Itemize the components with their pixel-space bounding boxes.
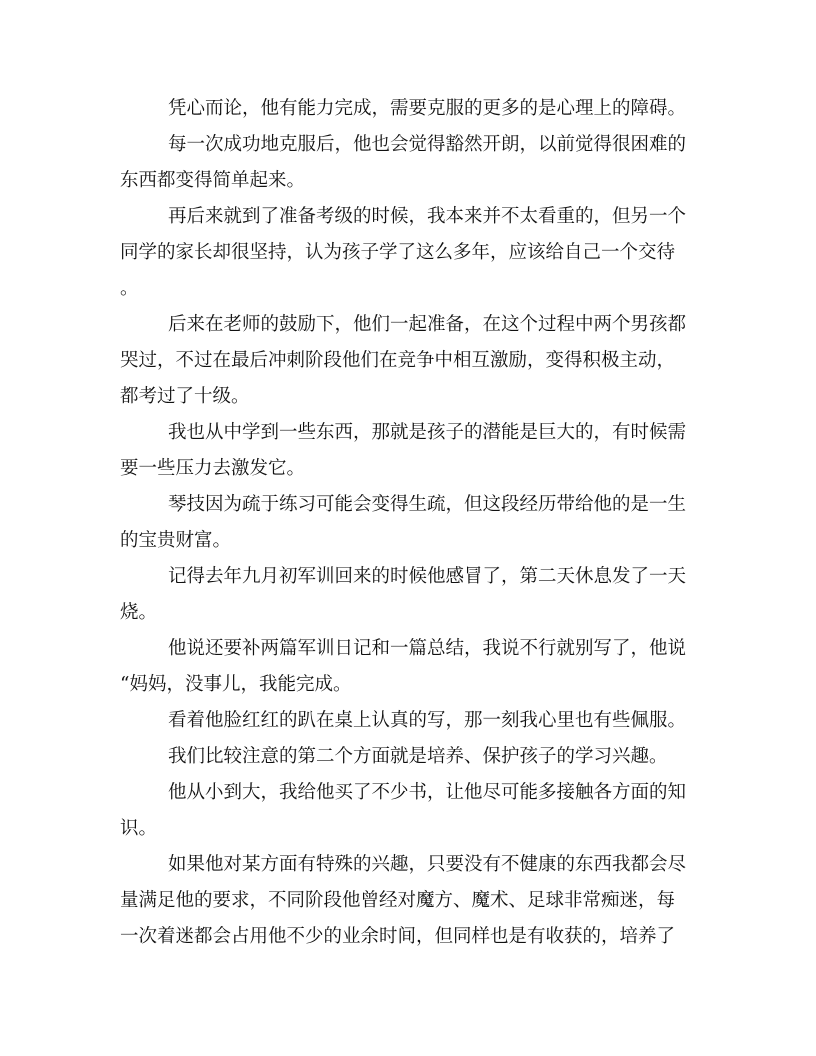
text-line-6: 。 [120, 278, 139, 299]
text-line-9: 都考过了十级。 [120, 386, 250, 407]
text-line-23: 量满足他的要求，不同阶段他曾经对魔方、魔术、足球非常痴迷，每 [120, 890, 676, 911]
text-line-2: 每一次成功地克服后，他也会觉得豁然开朗，以前觉得很困难的 [168, 134, 687, 155]
text-line-4: 再后来就到了准备考级的时候，我本来并不太看重的，但另一个 [168, 206, 687, 227]
text-line-22: 如果他对某方面有特殊的兴趣，只要没有不健康的东西我都会尽 [168, 854, 687, 875]
text-line-12: 琴技因为疏于练习可能会变得生疏，但这段经历带给他的是一生 [168, 494, 687, 515]
text-line-19: 我们比较注意的第二个方面就是培养、保护孩子的学习兴趣。 [168, 746, 668, 767]
text-line-15: 烧。 [120, 602, 158, 623]
text-line-14: 记得去年九月初军训回来的时候他感冒了，第二天休息发了一天 [168, 566, 687, 587]
text-line-24: 一次着迷都会占用他不少的业余时间，但同样也是有收获的，培养了 [120, 926, 676, 947]
text-line-3: 东西都变得简单起来。 [120, 170, 306, 191]
text-line-5: 同学的家长却很坚持，认为孩子学了这么多年，应该给自己一个交待 [120, 242, 676, 263]
text-line-11: 要一些压力去激发它。 [120, 458, 306, 479]
text-line-10: 我也从中学到一些东西，那就是孩子的潜能是巨大的，有时候需 [168, 422, 687, 443]
text-line-17: “妈妈，没事儿，我能完成。 [120, 674, 352, 695]
text-line-8: 哭过，不过在最后冲刺阶段他们在竞争中相互激励，变得积极主动， [120, 350, 676, 371]
text-line-18: 看着他脸红红的趴在桌上认真的写，那一刻我心里也有些佩服。 [168, 710, 687, 731]
text-line-16: 他说还要补两篇军训日记和一篇总结，我说不行就别写了，他说 [168, 638, 687, 659]
text-line-21: 识。 [120, 818, 158, 839]
text-line-20: 他从小到大，我给他买了不少书，让他尽可能多接触各方面的知 [168, 782, 687, 803]
text-line-1: 凭心而论，他有能力完成，需要克服的更多的是心理上的障碍。 [168, 98, 687, 119]
text-line-13: 的宝贵财富。 [120, 530, 232, 551]
text-line-7: 后来在老师的鼓励下，他们一起准备，在这个过程中两个男孩都 [168, 314, 687, 335]
